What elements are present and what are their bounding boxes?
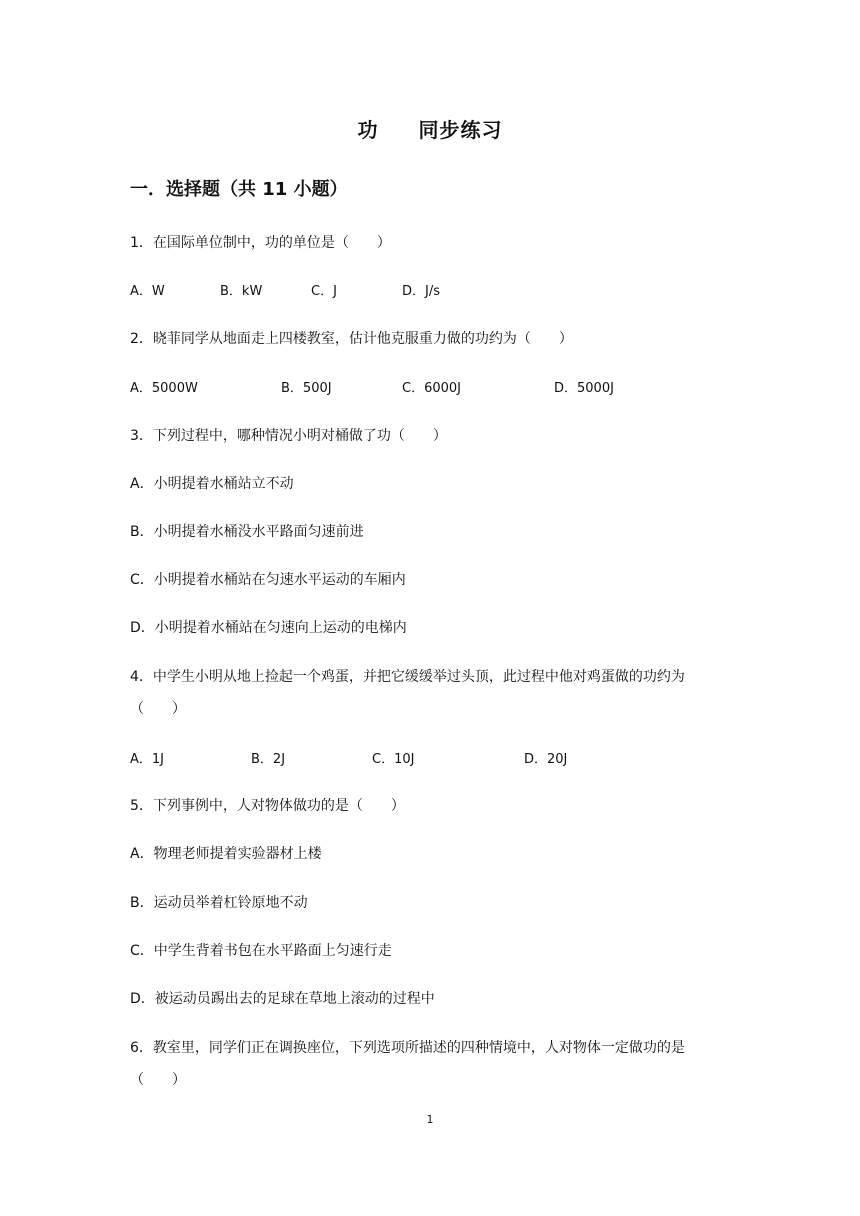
title-word: 功 xyxy=(357,118,379,142)
question-4-option-b: B．2J xyxy=(251,752,286,767)
question-1-option-d: D．J/s xyxy=(402,284,440,299)
question-1-option-a: A．W xyxy=(130,284,165,299)
question-2-options xyxy=(130,377,750,397)
question-3-option-b: B．小明提着水桶没水平路面匀速前进 xyxy=(130,524,364,540)
question-3-stem: 3．下列过程中，哪种情况小明对桶做了功（ ） xyxy=(130,428,447,444)
question-1-stem: 1．在国际单位制中，功的单位是（ ） xyxy=(130,235,391,251)
question-1-option-b: B．kW xyxy=(220,284,263,299)
question-2-option-d: D．5000J xyxy=(554,381,614,396)
question-1-options xyxy=(130,280,750,300)
question-4-options xyxy=(130,748,750,768)
question-5-option-a: A．物理老师提着实验器材上楼 xyxy=(130,846,322,862)
section-heading: 一．选择题（共 11 小题） xyxy=(130,179,348,200)
question-3-option-c: C．小明提着水桶站在匀速水平运动的车厢内 xyxy=(130,572,406,588)
question-5-option-d: D．被运动员踢出去的足球在草地上滚动的过程中 xyxy=(130,991,435,1007)
question-2-stem: 2．晓菲同学从地面走上四楼教室，估计他克服重力做的功约为（ ） xyxy=(130,331,573,347)
question-5-option-b: B．运动员举着杠铃原地不动 xyxy=(130,895,308,911)
question-2-option-a: A．5000W xyxy=(130,381,198,396)
question-4-stem: 4．中学生小明从地上捡起一个鸡蛋，并把它缓缓举过头顶，此过程中他对鸡蛋做的功约为 xyxy=(130,669,685,685)
page-title xyxy=(0,114,860,143)
question-3-option-d: D．小明提着水桶站在匀速向上运动的电梯内 xyxy=(130,620,407,636)
question-2-option-c: C．6000J xyxy=(402,381,461,396)
question-4-option-d: D．20J xyxy=(524,752,568,767)
question-3-option-a: A．小明提着水桶站立不动 xyxy=(130,476,294,492)
question-6-stem-cont: （ ） xyxy=(130,1072,186,1088)
question-6-stem: 6．教室里，同学们正在调换座位，下列选项所描述的四种情境中，人对物体一定做功的是 xyxy=(130,1040,685,1056)
question-4-stem-cont: （ ） xyxy=(130,701,186,717)
question-5-stem: 5．下列事例中，人对物体做功的是（ ） xyxy=(130,798,405,814)
question-5-option-c: C．中学生背着书包在水平路面上匀速行走 xyxy=(130,943,392,959)
page-number: 1 xyxy=(426,1113,434,1126)
title-rest: 同步练习 xyxy=(418,118,503,142)
question-4-option-a: A．1J xyxy=(130,752,164,767)
question-1-option-c: C．J xyxy=(311,284,337,299)
question-4-option-c: C．10J xyxy=(372,752,415,767)
question-2-option-b: B．500J xyxy=(281,381,332,396)
